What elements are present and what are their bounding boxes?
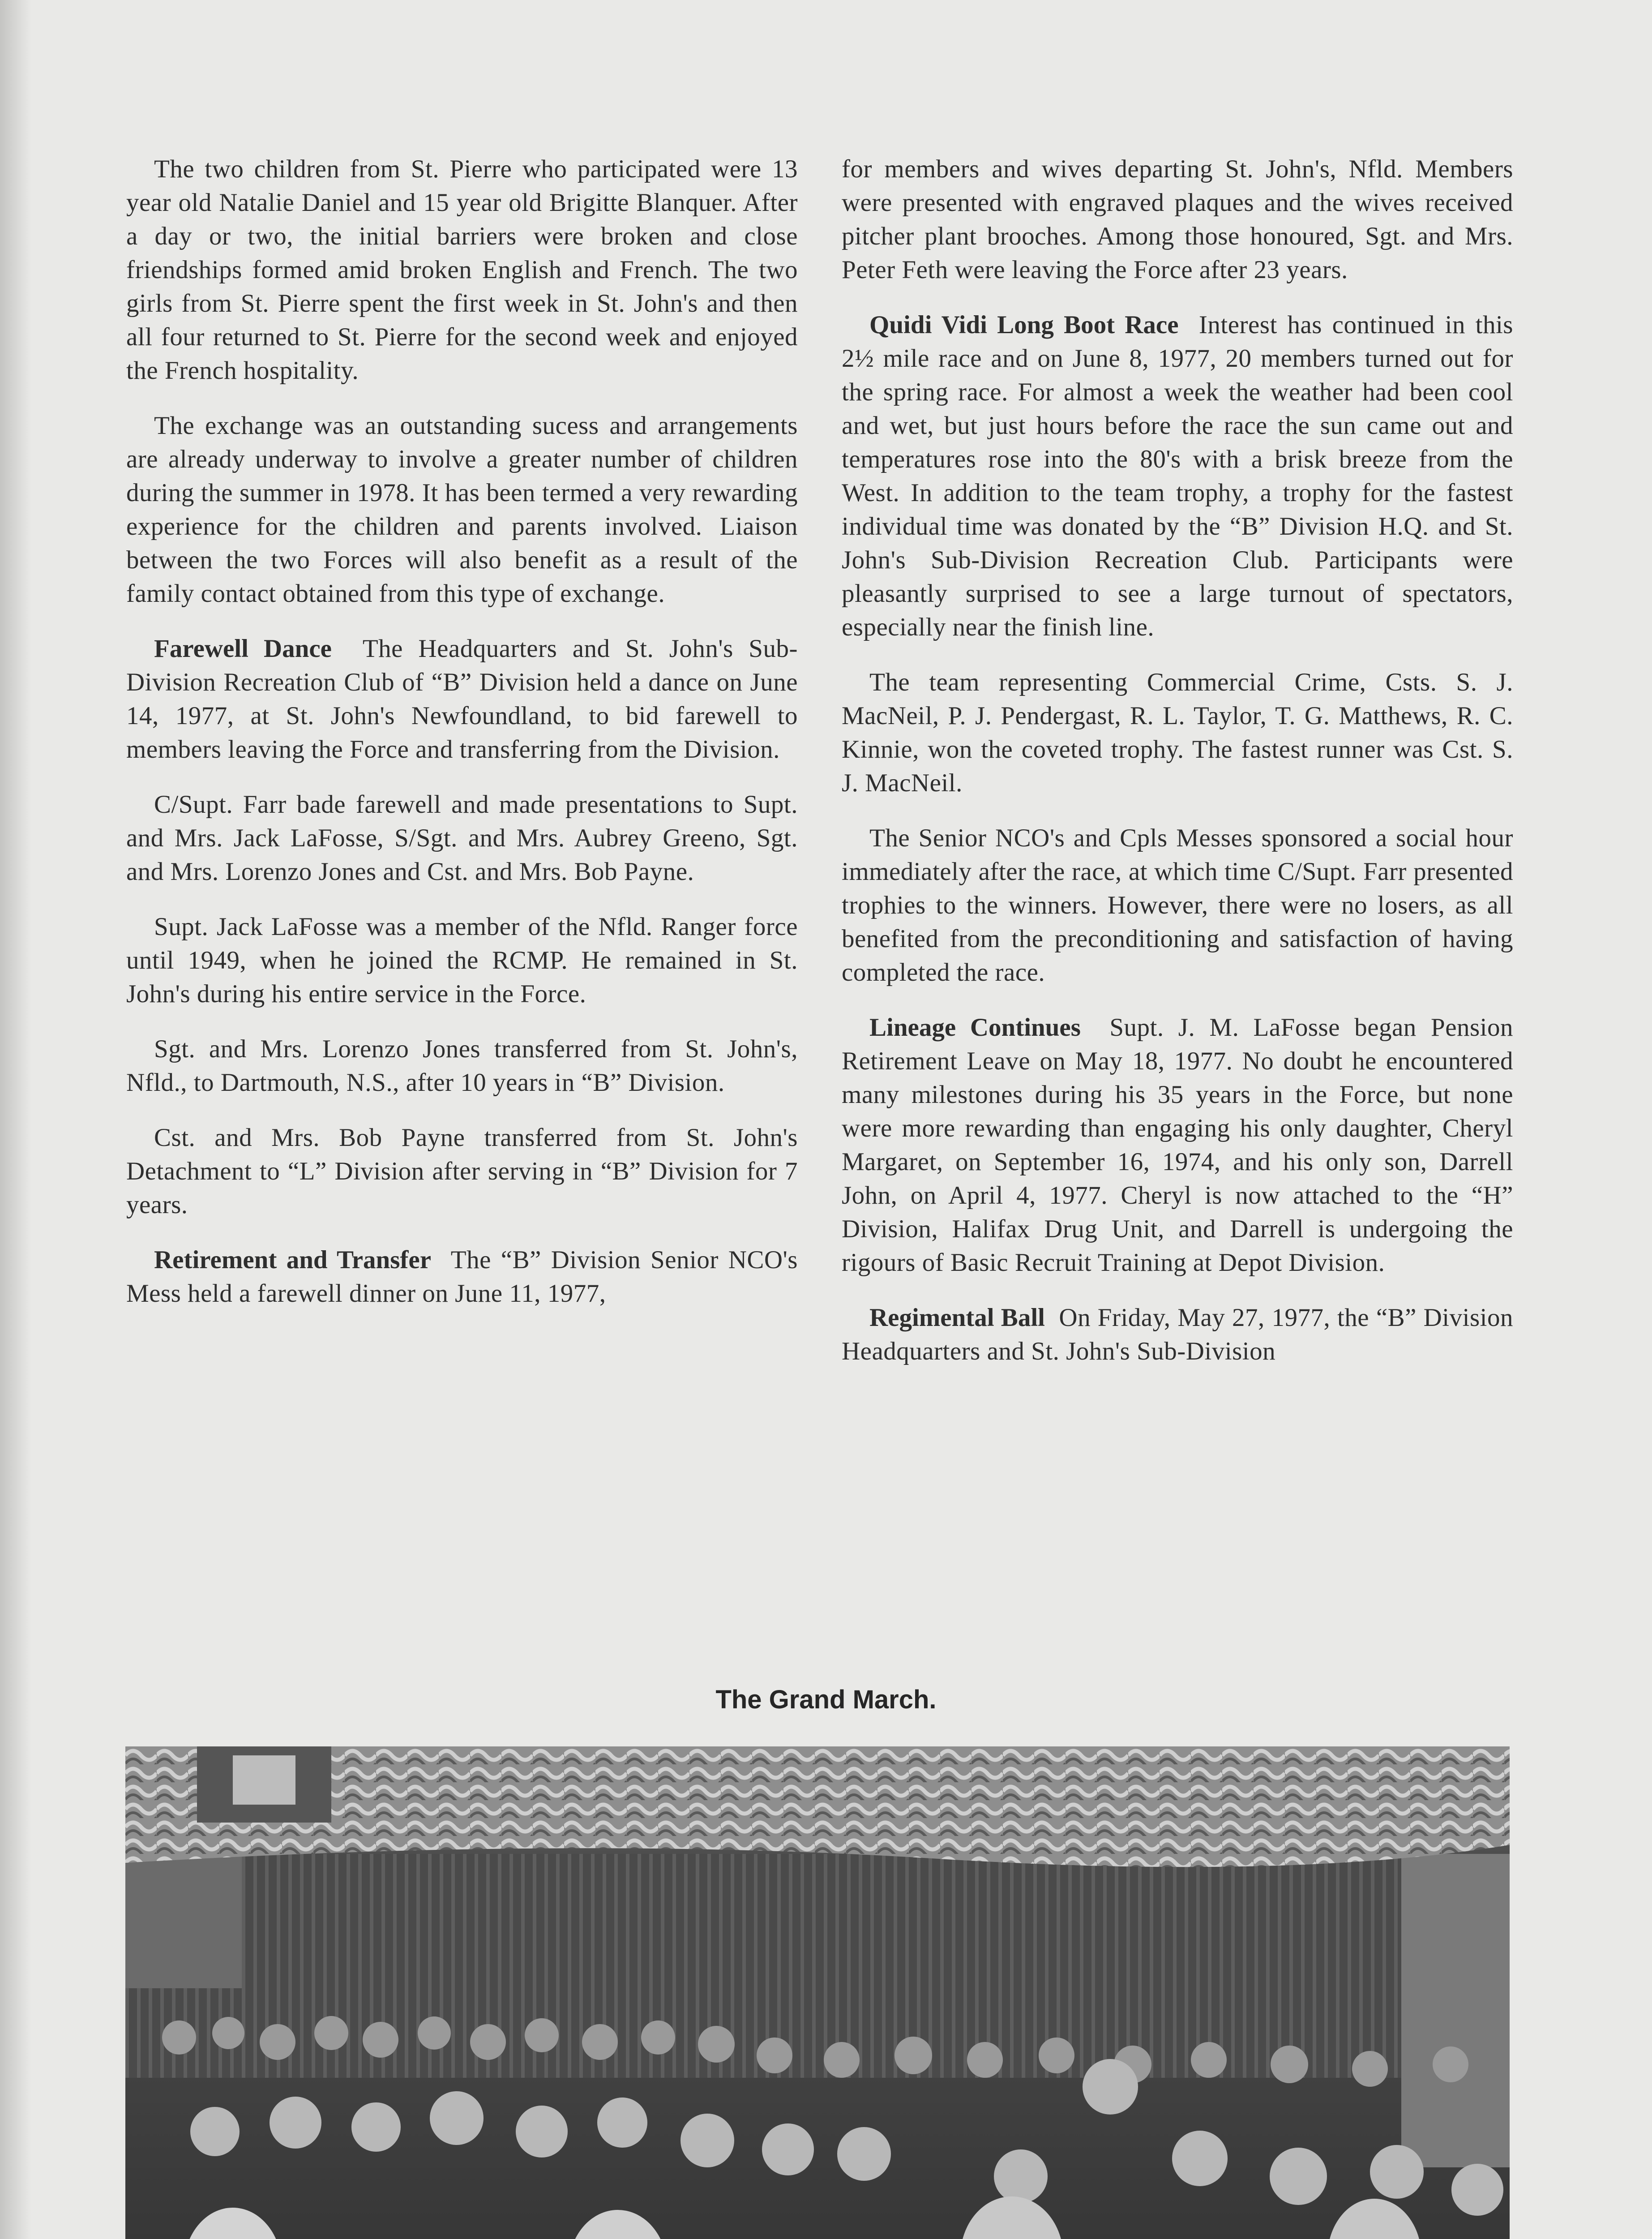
paragraph: C/Supt. Farr bade farewell and made presentations to Supt. and Mrs. Jack LaFosse, S/Sgt. and Mrs. Aubrey Greeno, Sgt. and Mrs. Lorenzo Jones and Cst. and Mrs. Bob Payne. [126, 790, 798, 886]
page-binding-shadow [0, 0, 31, 2239]
photo-caption: The Grand March. [715, 1685, 937, 1714]
paragraph: Regimental Ball On Friday, May 27, 1977, the “B” Division Headquarters and St. John's Sub-Division [842, 1304, 1513, 1365]
paragraph: Cst. and Mrs. Bob Payne transferred from St. John's Detachment to “L” Division after serving in “B” Division for 7 years. [126, 1124, 798, 1219]
paragraph: Retirement and Transfer The “B” Division Senior NCO's Mess held a farewell dinner on June 11, 1977, [126, 1246, 798, 1308]
paragraph: The team representing Commercial Crime, Csts. S. J. MacNeil, P. J. Pendergast, R. L. Taylor, T. G. Matthews, R. C. Kinnie, won the coveted trophy. The fastest runner was Cst. S. J. MacNeil. [842, 668, 1513, 797]
section-heading: Quidi Vidi Long Boot Race [869, 311, 1179, 339]
paragraph: The Senior NCO's and Cpls Messes sponsored a social hour immediately after the race, at which time C/Supt. Farr presented trophies to the winners. However, there were no losers, as all benefited from the preconditioning and satisfaction of having completed the race. [842, 824, 1513, 987]
right-column [842, 152, 1513, 1390]
paragraph: for members and wives departing St. John's, Nfld. Members were presented with engraved plaques and the wives received pitcher plant brooches. Among those honoured, Sgt. and Mrs. Peter Feth were leaving the Force after 23 years. [842, 155, 1513, 284]
section-heading: Retirement and Transfer [154, 1246, 431, 1274]
section-heading: Farewell Dance [154, 635, 332, 663]
grand-march-photo [125, 1746, 1510, 2239]
section-heading: Lineage Continues [869, 1013, 1081, 1042]
paragraph: Sgt. and Mrs. Lorenzo Jones transferred from St. John's, Nfld., to Dartmouth, N.S., after 10 years in “B” Division. [126, 1035, 798, 1097]
paragraph: Lineage Continues Supt. J. M. LaFosse began Pension Retirement Leave on May 18, 1977. No doubt he encountered many milestones during his 35 years in the Force, but none were more rewarding than engaging his only daughter, Cheryl Margaret, on September 16, 1974, and his only son, Darrell John, on April 4, 1977. Cheryl is now attached to the “H” Division, Halifax Drug Unit, and Darrell is undergoing the rigours of Basic Recruit Training at Depot Division. [842, 1013, 1514, 1277]
paragraph: Supt. Jack LaFosse was a member of the Nfld. Ranger force until 1949, when he joined the RCMP. He remained in St. John's during his entire service in the Force. [126, 913, 798, 1008]
paragraph: Quidi Vidi Long Boot Race Interest has continued in this 2½ mile race and on June 8, 1977, 20 members turned out for the spring race. For almost a week the weather had been cool and wet, but just hours before the race the sun came out and temperatures rose into the 80's with a brisk breeze from the West. In addition to the team trophy, a trophy for the fastest individual time was donated by the “B” Division H.Q. and St. John's Sub-Division Recreation Club. Participants were pleasantly surprised to see a large turnout of spectators, especially near the finish line. [842, 311, 1513, 641]
paragraph: The exchange was an outstanding sucess and arrangements are already underway to involve a greater number of children during the summer in 1978. It has been termed a very rewarding experience for the children and parents involved. Liaison between the two Forces will also benefit as a result of the family contact obtained from this type of exchange. [126, 412, 798, 608]
left-column [126, 152, 798, 1332]
section-heading: Regimental Ball [869, 1304, 1045, 1332]
paragraph: Farewell Dance The Headquarters and St. John's Sub-Division Recreation Club of “B” Division held a dance on June 14, 1977, at St. John's Newfoundland, to bid farewell to members leaving the Force and transferring from the Division. [126, 635, 798, 763]
paragraph: The two children from St. Pierre who participated were 13 year old Natalie Daniel and 15 year old Brigitte Blanquer. After a day or two, the initial barriers were broken and close friendships formed amid broken English and French. The two girls from St. Pierre spent the first week in St. John's and then all four returned to St. Pierre for the second week and enjoyed the French hospitality. [126, 155, 798, 385]
